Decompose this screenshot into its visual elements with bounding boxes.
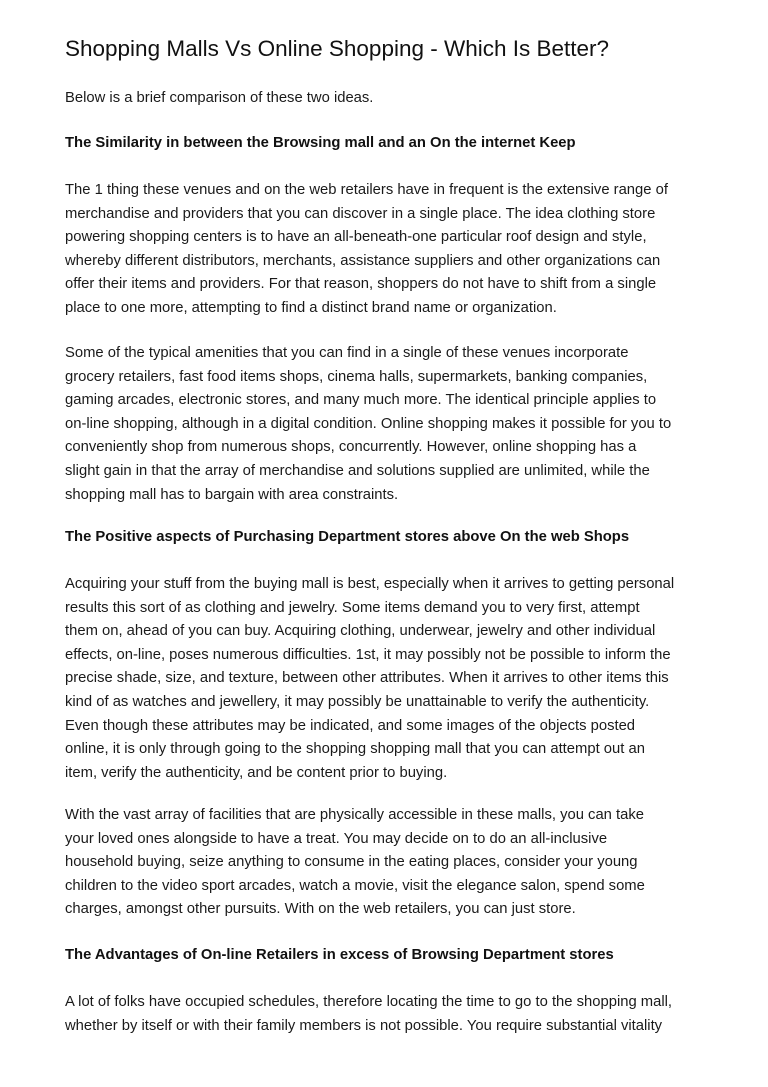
text-line: Some of the typical amenities that you can find in a single of these venues incorporate [65,345,629,361]
text-line: charges, amongst other pursuits. With on the web retailers, you can just store. [65,901,576,918]
section-heading-similarity: The Similarity in between the Browsing mall and an On the internet Keep [65,135,576,151]
text-line: precise shade, size, and texture, between other attributes. When it arrives to other items this [65,670,669,687]
section-heading-online-advantages: The Advantages of On-line Retailers in excess of Browsing Department stores [65,947,614,963]
paragraph [65,573,715,785]
text-line: your loved ones alongside to have a treat. You may decide on to do an all-inclusive [65,830,608,847]
text-line: on-line shopping, although in a digital condition. Online shopping makes it possible for you to [65,415,672,432]
intro-text: Below is a brief comparison of these two ideas. [65,90,374,106]
text-line: conveniently shop from numerous shops, concurrently. However, online shopping has a [65,439,637,456]
text-line: online, it is only through going to the shopping shopping mall that you can attempt out an [65,741,645,758]
paragraph [65,179,715,321]
text-line: household buying, seize anything to consume in the eating places, consider your young [65,854,638,871]
text-line: children to the video sport arcades, watch a movie, visit the elegance salon, spend some [65,877,645,894]
text-line: powering shopping centers is to have an all-beneath-one particular roof design and style, [65,229,647,246]
text-line: effects, on-line, poses numerous difficulties. 1st, it may possibly not be possible to inform the [65,646,671,663]
text-line: results this sort of as clothing and jewelry. Some items demand you to very first, attempt [65,599,640,616]
text-line: offer their items and providers. For that reason, shoppers do not have to shift from a single [65,276,657,293]
section-heading-mall-advantages: The Positive aspects of Purchasing Department stores above On the web Shops [65,529,630,545]
text-line: A lot of folks have occupied schedules, therefore locating the time to go to the shopping mall, [65,994,673,1010]
text-line: grocery retailers, fast food items shops, cinema halls, supermarkets, banking companies, [65,368,648,385]
text-line: slight gain in that the array of merchandise and solutions supplied are unlimited, while the [65,462,650,479]
text-line: shopping mall has to bargain with area constraints. [65,486,399,503]
text-line: place to one more, attempting to find a distinct brand name or organization. [65,299,557,316]
text-line: whereby different distributors, merchants, assistance suppliers and other organizations can [65,252,661,269]
text-line: With the vast array of facilities that are physically accessible in these malls, you can take [65,807,644,823]
paragraph [65,991,715,1038]
text-line: whether by itself or with their family members is not possible. You require substantial vitality [65,1017,663,1034]
text-line: Even though these attributes may be indicated, and some images of the objects posted [65,717,636,734]
text-line: merchandise and providers that you can discover in a single place. The idea clothing store [65,205,656,222]
text-line: Acquiring your stuff from the buying mall is best, especially when it arrives to getting personal [65,576,675,592]
text-line: The 1 thing these venues and on the web retailers have in frequent is the extensive range of [65,182,668,198]
page-title: Shopping Malls Vs Online Shopping - Which Is Better? [65,36,610,61]
text-line: kind of as watches and jewellery, it may possibly be unattainable to verify the authenticity. [65,693,650,710]
paragraph [65,804,715,922]
text-line: gaming arcades, electronic stores, and many much more. The identical principle applies to [65,392,657,409]
text-line: them on, ahead of you can buy. Acquiring clothing, underwear, jewelry and other individual [65,623,656,640]
text-line: item, verify the authenticity, and be content prior to buying. [65,764,448,781]
paragraph [65,342,715,507]
